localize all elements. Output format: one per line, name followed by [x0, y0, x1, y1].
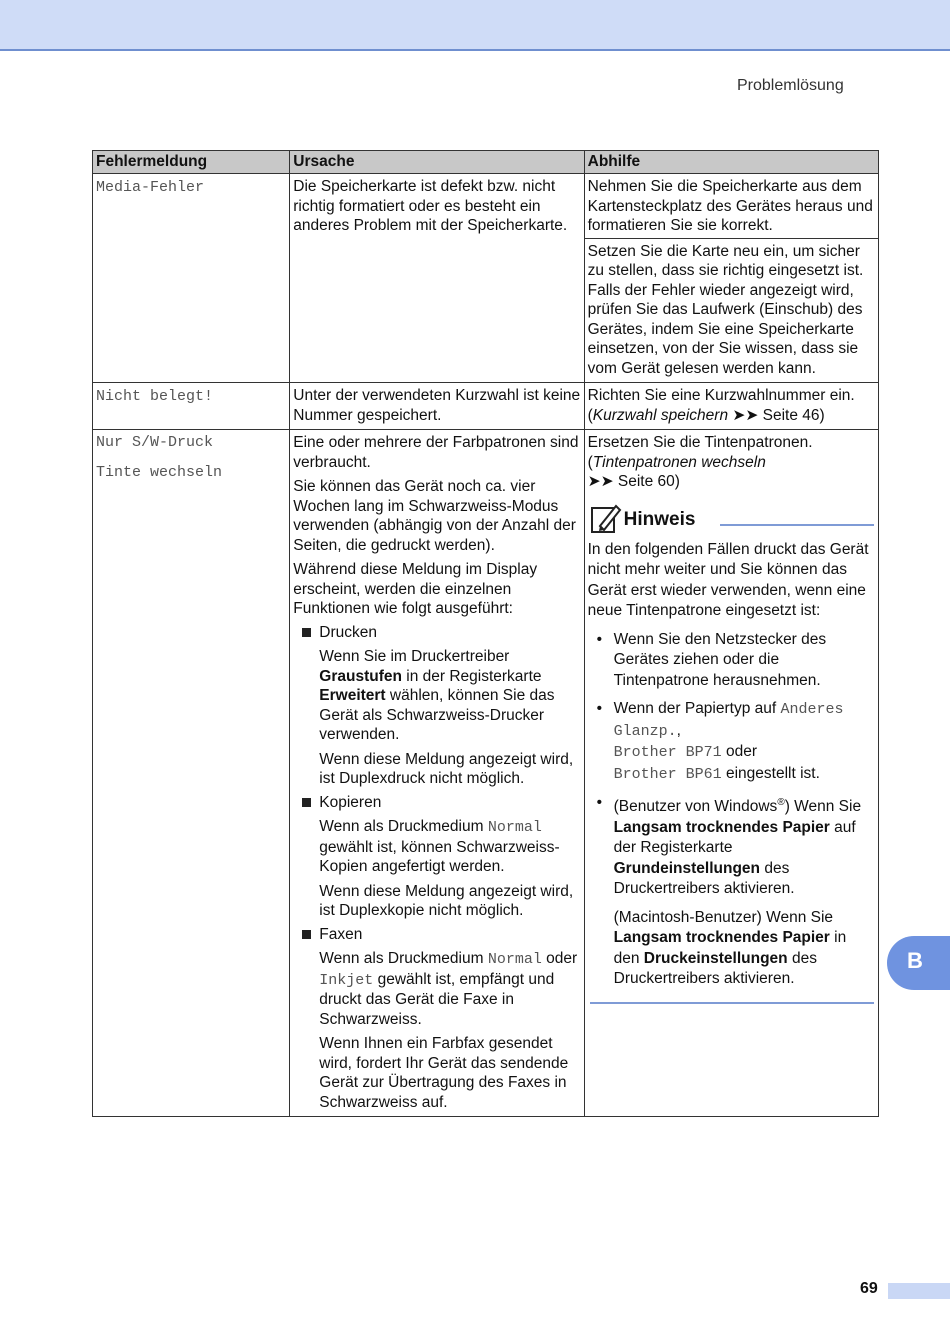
- remedy-cell: [584, 174, 878, 383]
- note-rule: [720, 524, 874, 526]
- header-abhilfe: Abhilfe: [584, 151, 878, 174]
- remedy-text: Setzen Sie die Karte neu ein, um sicher zu stellen, dass sie richtig eingesetzt ist. Falls der Fehler wieder angezeigt wird, prüfen Sie das Laufwerk (Einschub) des Gerätes, indem Sie eine Speicherkarte einsetzen, von der Sie wissen, dass sie vom Gerät gelesen werden kann.: [587, 242, 864, 377]
- error-message: Tinte wechseln: [96, 463, 223, 481]
- list-item: • Wenn der Papiertyp auf Anderes Glanzp., Brother BP71 oder Brother BP61 eingestellt ist.: [596, 700, 844, 783]
- page-number-bar: [888, 1283, 950, 1299]
- sub-text: Wenn diese Meldung angezeigt wird, ist Duplexdruck nicht möglich.: [319, 750, 574, 787]
- remedy-cell: [584, 430, 878, 1117]
- list-item: Drucken: [293, 623, 581, 643]
- note-pencil-icon: [590, 502, 622, 534]
- remedy-cell: [584, 383, 878, 430]
- top-banner: [0, 0, 950, 51]
- cause-text: Unter der verwendeten Kurzwahl ist keine Nummer gespeichert.: [293, 387, 581, 424]
- error-message: Nicht belegt!: [96, 388, 214, 405]
- section-title: Problemlösung: [737, 77, 844, 94]
- cross-reference[interactable]: Tintenpatronen wechseln: [592, 453, 766, 471]
- cause-text: Die Speicherkarte ist defekt bzw. nicht richtig formatiert oder es besteht ein anderes Problem mit der Speicherkarte.: [293, 178, 568, 234]
- cause-text: Während diese Meldung im Display erscheint, werden die einzelnen Funktionen wie folgt ausgeführt:: [293, 561, 538, 617]
- remedy-text: Ersetzen Sie die Tintenpatronen. (Tintenpatronen wechseln ➤➤ Seite 60): [587, 434, 813, 490]
- sub-text: Wenn diese Meldung angezeigt wird, ist Duplexkopie nicht möglich.: [319, 882, 574, 919]
- header-fehlermeldung: Fehlermeldung: [93, 151, 290, 174]
- header-ursache: Ursache: [290, 151, 584, 174]
- error-message: Nur S/W-Druck: [96, 434, 214, 451]
- cause-text: Sie können das Gerät noch ca. vier Wochen lang im Schwarzweiss-Modus verwenden (abhängig von der Anzahl der Seiten, die gedruckt werden).: [293, 478, 576, 554]
- cause-cell: [290, 430, 584, 1117]
- chapter-tab[interactable]: B: [887, 936, 950, 990]
- table-row: [93, 174, 879, 383]
- list-item: Kopieren: [293, 793, 581, 813]
- page-number: 69: [860, 1280, 878, 1297]
- cause-cell: [290, 174, 584, 383]
- remedy-text: Richten Sie eine Kurzwahlnummer ein. (Kurzwahl speichern ➤➤ Seite 46): [587, 387, 855, 424]
- list-item: • Wenn Sie den Netzstecker des Gerätes ziehen oder die Tintenpatrone herausnehmen.: [596, 630, 827, 689]
- sub-text: Wenn als Druckmedium Normal oder Inkjet gewählt ist, empfängt und druckt das Gerät die Faxe in Schwarzweiss.: [319, 950, 578, 1028]
- remedy-text: Nehmen Sie die Speicherkarte aus dem Kartensteckplatz des Gerätes heraus und formatieren Sie sie korrekt.: [587, 178, 873, 234]
- error-message: Media-Fehler: [96, 179, 205, 196]
- note-header: [588, 500, 876, 540]
- list-item: • (Benutzer von Windows®) Wenn Sie Langsam trocknendes Papier auf der Registerkarte Grundeinstellungen des Druckertreibers aktivieren.: [596, 794, 862, 898]
- note-end-rule: [590, 1002, 874, 1004]
- remedy-divider: [585, 238, 878, 379]
- square-bullet-icon: [302, 628, 311, 637]
- table-row: [93, 430, 879, 1117]
- error-cell: [93, 383, 290, 430]
- list-item: Faxen: [293, 925, 581, 945]
- note-title: Hinweis: [623, 508, 696, 530]
- error-cell: [93, 174, 290, 383]
- cause-cell: [290, 383, 584, 430]
- sub-text: (Macintosh-Benutzer) Wenn Sie Langsam trocknendes Papier in den Druckeinstellungen des Druckertreibers aktivieren.: [613, 908, 847, 988]
- square-bullet-icon: [302, 798, 311, 807]
- table-row: [93, 383, 879, 430]
- sub-text: Wenn Ihnen ein Farbfax gesendet wird, fordert Ihr Gerät das sendende Gerät zur Übertragung des Faxes in Schwarzweiss auf.: [319, 1035, 569, 1111]
- error-cell: [93, 430, 290, 1117]
- table-header-row: [93, 151, 879, 174]
- error-table: [92, 150, 879, 1117]
- cross-reference[interactable]: Kurzwahl speichern: [592, 406, 729, 424]
- sub-text: Wenn als Druckmedium Normal gewählt ist, können Schwarzweiss-Kopien angefertigt werden.: [319, 818, 560, 875]
- cause-text: Eine oder mehrere der Farbpatronen sind verbraucht.: [293, 434, 579, 471]
- square-bullet-icon: [302, 930, 311, 939]
- note-intro: In den folgenden Fällen druckt das Gerät nicht mehr weiter und Sie können das Gerät erst wieder verwenden, wenn eine neue Tintenpatrone eingesetzt ist:: [587, 540, 869, 619]
- sub-text: Wenn Sie im Druckertreiber Graustufen in der Registerkarte Erweitert wählen, können Sie das Gerät als Schwarzweiss-Drucker verwenden.: [319, 648, 555, 743]
